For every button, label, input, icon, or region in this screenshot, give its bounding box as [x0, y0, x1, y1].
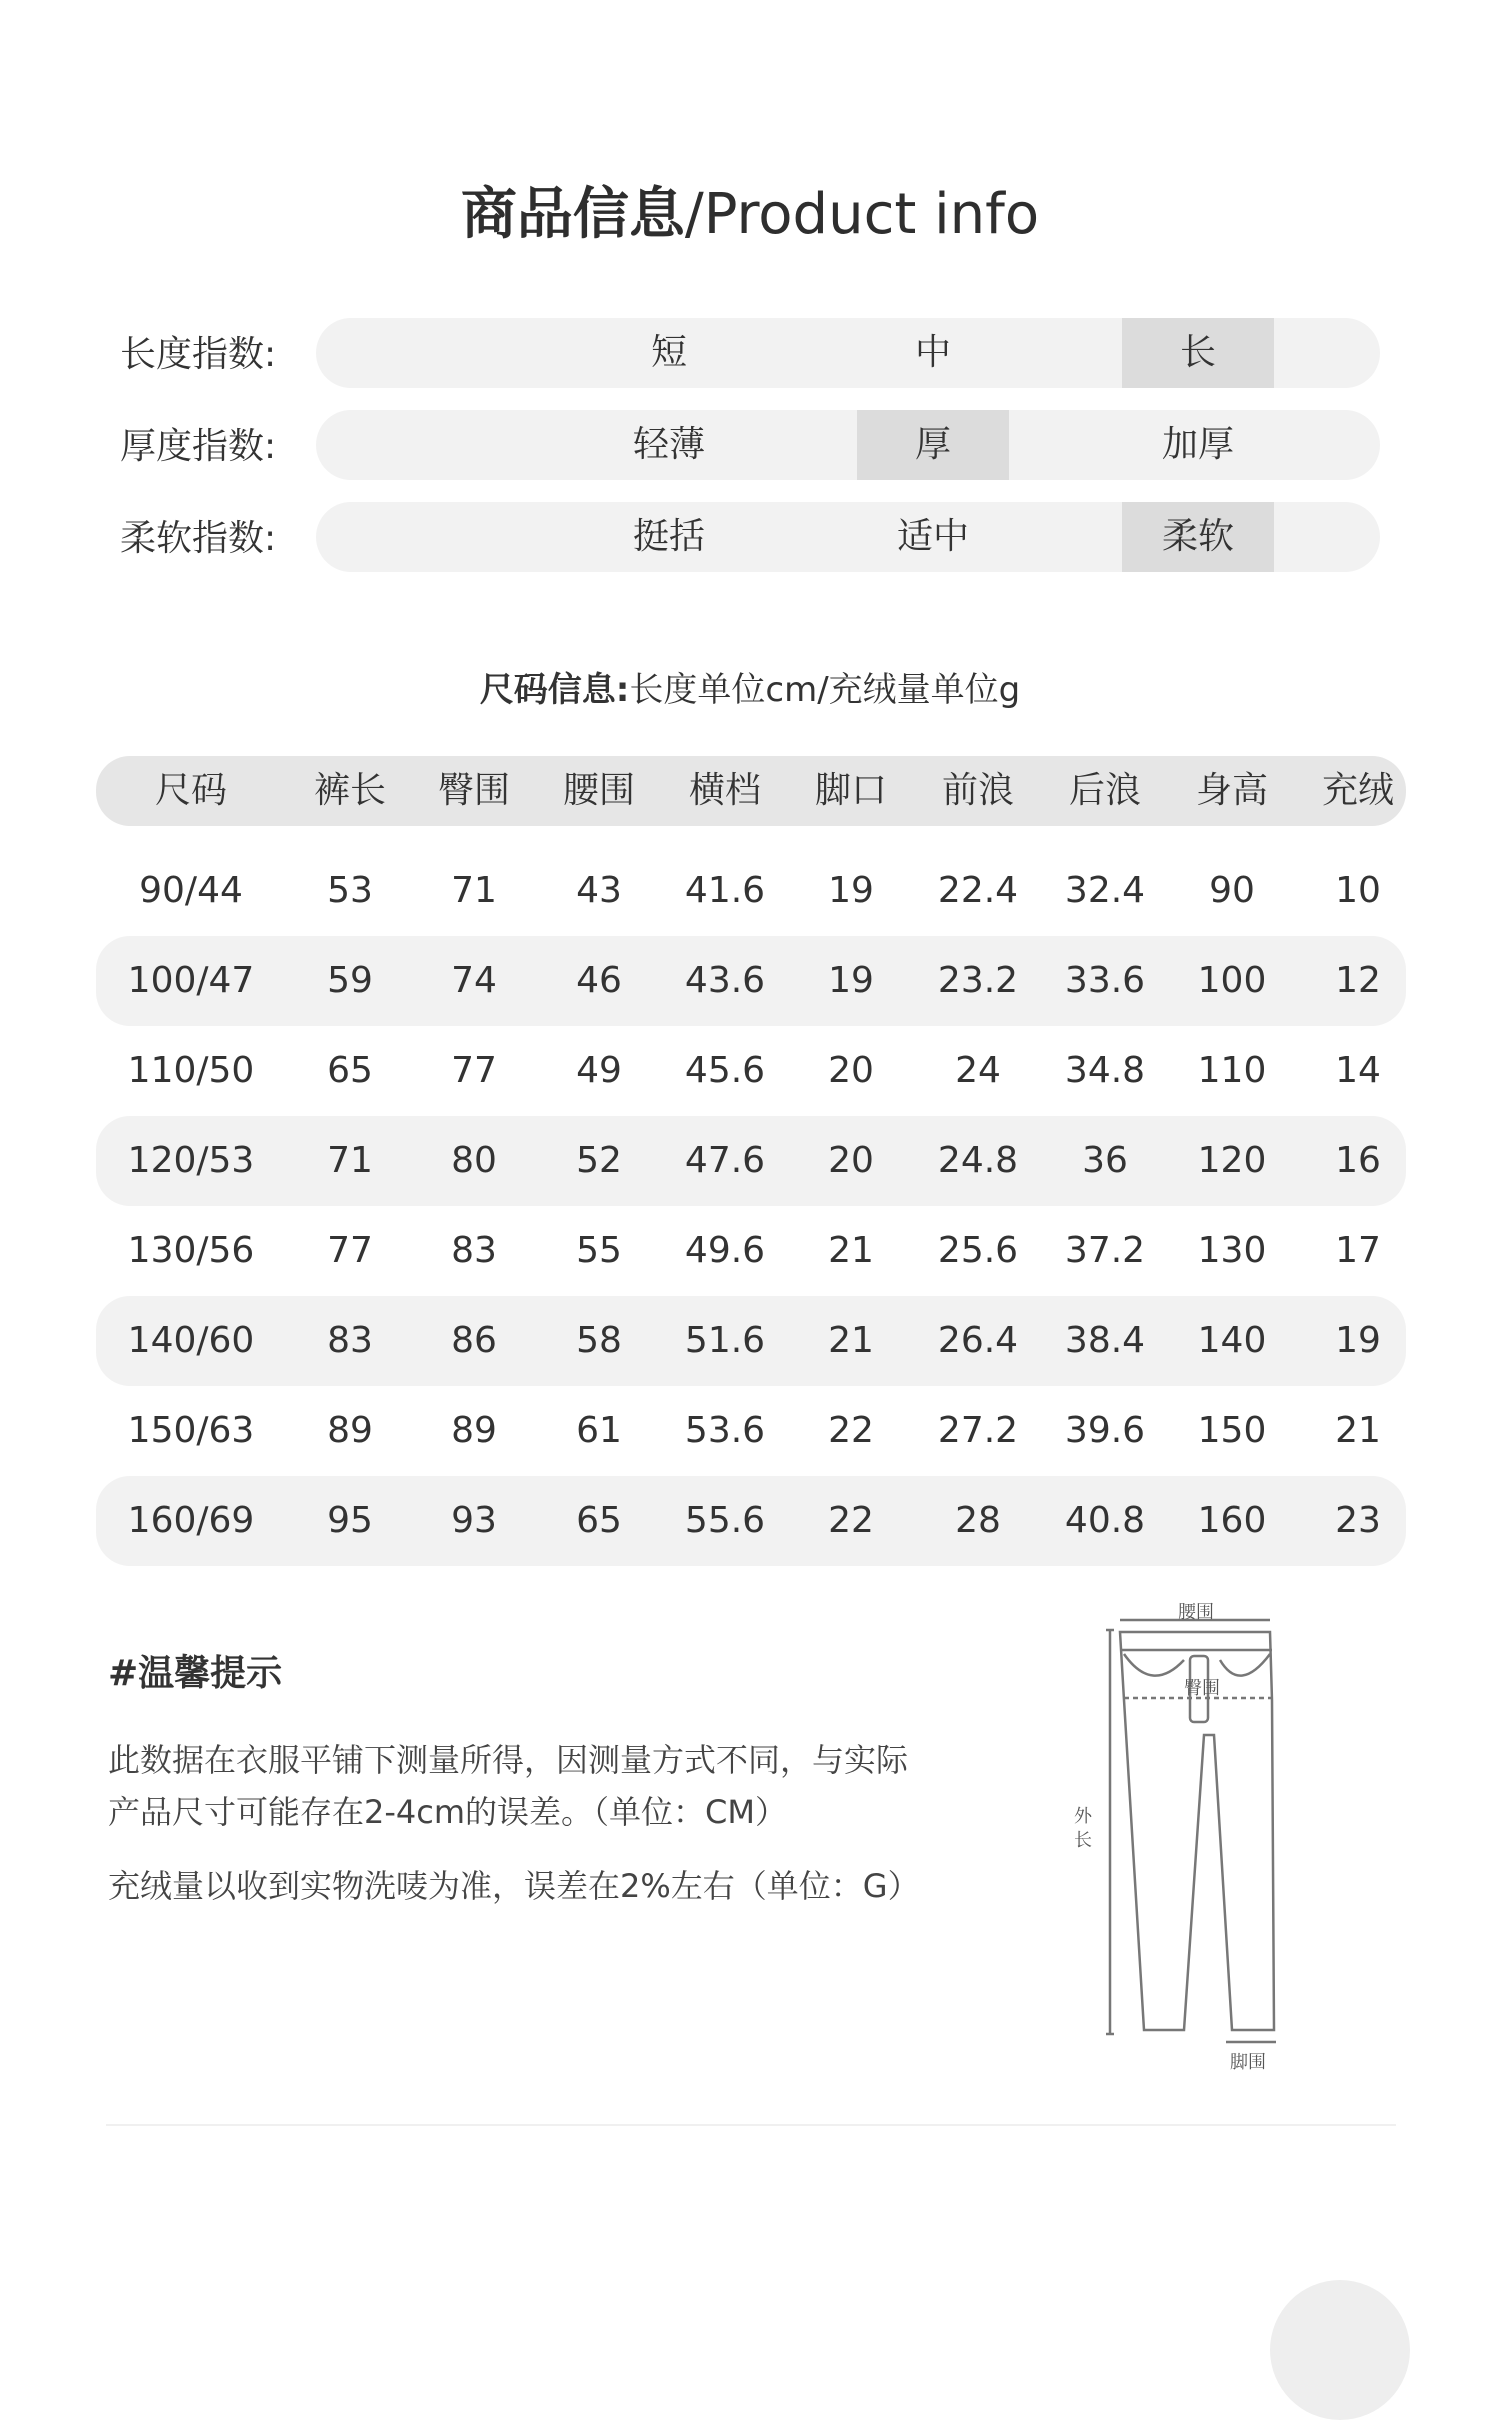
- length-index-label: 长度指数:: [120, 334, 277, 375]
- cell-back-rise: 33.6: [1064, 960, 1146, 1001]
- cell-waist: 65: [576, 1500, 622, 1541]
- softness-index-row: [0, 502, 1500, 572]
- cell-back-rise: 36: [1082, 1140, 1128, 1181]
- table-row: [96, 1206, 1406, 1296]
- size-info-label: 尺码信息:: [479, 670, 630, 710]
- cell-thigh: 41.6: [684, 870, 766, 911]
- cell-hem: 22: [828, 1500, 874, 1541]
- cell-hem: 19: [828, 960, 874, 1001]
- softness-index-label: 柔软指数:: [120, 518, 277, 559]
- tips-line-2: 产品尺寸可能存在2-4cm的误差。（单位：CM）: [108, 1793, 787, 1831]
- cell-thigh: 43.6: [684, 960, 766, 1001]
- cell-front-rise: 28: [955, 1500, 1001, 1541]
- cell-hem: 19: [828, 870, 874, 911]
- table-row: [96, 846, 1406, 936]
- cell-front-rise: 25.6: [937, 1230, 1019, 1271]
- header-waist: 腰围: [562, 770, 636, 811]
- cell-height: 90: [1209, 870, 1255, 911]
- diagram-label-outer-1: 外: [1074, 1806, 1092, 1827]
- cell-height: 160: [1197, 1500, 1267, 1541]
- cell-front-rise: 26.4: [937, 1320, 1019, 1361]
- cell-size: 100/47: [127, 960, 255, 1001]
- cell-hem: 22: [828, 1410, 874, 1451]
- cell-fill: 10: [1335, 870, 1381, 911]
- length-option-medium: 中: [914, 332, 951, 373]
- length-option-short: 短: [650, 332, 687, 373]
- cell-fill: 21: [1335, 1410, 1381, 1451]
- table-row: [96, 1386, 1406, 1476]
- cell-size: 130/56: [127, 1230, 255, 1271]
- cell-hem: 20: [828, 1140, 874, 1181]
- thickness-index-row: [0, 410, 1500, 480]
- cell-pants-length: 59: [327, 960, 373, 1001]
- length-index-bar: [316, 318, 1380, 388]
- cell-pants-length: 53: [327, 870, 373, 911]
- header-front-rise: 前浪: [941, 770, 1015, 811]
- cell-front-rise: 22.4: [937, 870, 1019, 911]
- cell-back-rise: 34.8: [1064, 1050, 1146, 1091]
- pants-measurement-diagram: [1060, 1590, 1300, 2070]
- tips-line-1: 此数据在衣服平铺下测量所得，因测量方式不同，与实际: [108, 1741, 909, 1779]
- table-row: [96, 1296, 1406, 1386]
- thickness-option-extra-thick: 加厚: [1161, 424, 1234, 465]
- cell-thigh: 51.6: [684, 1320, 766, 1361]
- cell-fill: 16: [1335, 1140, 1381, 1181]
- cell-thigh: 55.6: [684, 1500, 766, 1541]
- thickness-option-thick: 厚: [857, 410, 1009, 480]
- cell-size: 120/53: [127, 1140, 255, 1181]
- softness-index-bar: [316, 502, 1380, 572]
- cell-back-rise: 40.8: [1064, 1500, 1146, 1541]
- cell-thigh: 53.6: [684, 1410, 766, 1451]
- section-divider: [106, 2124, 1396, 2126]
- cell-waist: 46: [576, 960, 622, 1001]
- cell-hip: 74: [451, 960, 497, 1001]
- cell-waist: 52: [576, 1140, 622, 1181]
- size-info-heading: [0, 662, 1500, 711]
- cell-size: 90/44: [139, 870, 243, 911]
- tips-title: #温馨提示: [108, 1653, 283, 1694]
- size-table-header: [96, 756, 1406, 826]
- cell-waist: 55: [576, 1230, 622, 1271]
- header-thigh: 横档: [688, 770, 762, 811]
- cell-back-rise: 39.6: [1064, 1410, 1146, 1451]
- tips-line-3: 充绒量以收到实物洗唛为准，误差在2%左右（单位：G）: [108, 1867, 920, 1905]
- scroll-top-button[interactable]: [1270, 2280, 1410, 2420]
- cell-pants-length: 71: [327, 1140, 373, 1181]
- table-row: [96, 1116, 1406, 1206]
- cell-size: 160/69: [127, 1500, 255, 1541]
- cell-pants-length: 83: [327, 1320, 373, 1361]
- cell-fill: 19: [1335, 1320, 1381, 1361]
- cell-back-rise: 37.2: [1064, 1230, 1146, 1271]
- cell-hem: 20: [828, 1050, 874, 1091]
- size-table: [96, 756, 1406, 1566]
- header-hip: 臀围: [437, 770, 511, 811]
- cell-thigh: 47.6: [684, 1140, 766, 1181]
- thickness-index-bar: [316, 410, 1380, 480]
- thickness-option-thin: 轻薄: [632, 424, 705, 465]
- cell-front-rise: 24.8: [937, 1140, 1019, 1181]
- diagram-label-hip: 臀围: [1184, 1678, 1220, 1699]
- cell-fill: 12: [1335, 960, 1381, 1001]
- cell-size: 110/50: [127, 1050, 255, 1091]
- length-index-row: [0, 318, 1500, 388]
- cell-hem: 21: [828, 1320, 874, 1361]
- cell-fill: 14: [1335, 1050, 1381, 1091]
- header-height: 身高: [1195, 770, 1269, 811]
- softness-option-moderate: 适中: [896, 516, 969, 557]
- header-pants-length: 裤长: [313, 770, 387, 811]
- cell-front-rise: 23.2: [937, 960, 1019, 1001]
- softness-option-soft: 柔软: [1122, 502, 1274, 572]
- header-back-rise: 后浪: [1068, 770, 1142, 811]
- cell-waist: 58: [576, 1320, 622, 1361]
- cell-height: 150: [1197, 1410, 1267, 1451]
- cell-pants-length: 95: [327, 1500, 373, 1541]
- cell-hip: 86: [451, 1320, 497, 1361]
- cell-height: 110: [1197, 1050, 1267, 1091]
- cell-hip: 83: [451, 1230, 497, 1271]
- cell-front-rise: 27.2: [937, 1410, 1019, 1451]
- title-en: /Product info: [684, 182, 1040, 247]
- cell-height: 130: [1197, 1230, 1267, 1271]
- cell-front-rise: 24: [955, 1050, 1001, 1091]
- cell-hip: 71: [451, 870, 497, 911]
- cell-hip: 77: [451, 1050, 497, 1091]
- cell-hem: 21: [828, 1230, 874, 1271]
- cell-pants-length: 77: [327, 1230, 373, 1271]
- cell-height: 120: [1197, 1140, 1267, 1181]
- cell-thigh: 45.6: [684, 1050, 766, 1091]
- cell-pants-length: 65: [327, 1050, 373, 1091]
- cell-waist: 43: [576, 870, 622, 911]
- diagram-label-waist: 腰围: [1178, 1602, 1214, 1623]
- table-row: [96, 1476, 1406, 1566]
- cell-back-rise: 38.4: [1064, 1320, 1146, 1361]
- cell-pants-length: 89: [327, 1410, 373, 1451]
- thickness-index-label: 厚度指数:: [120, 426, 277, 467]
- table-row: [96, 936, 1406, 1026]
- cell-height: 140: [1197, 1320, 1267, 1361]
- size-info-note: 长度单位cm/充绒量单位g: [629, 670, 1021, 710]
- diagram-label-outer-2: 长: [1074, 1830, 1092, 1851]
- cell-back-rise: 32.4: [1064, 870, 1146, 911]
- diagram-label-foot: 脚围: [1230, 2052, 1266, 2070]
- softness-option-stiff: 挺括: [632, 516, 705, 557]
- cell-waist: 61: [576, 1410, 622, 1451]
- cell-hip: 93: [451, 1500, 497, 1541]
- page-title: [0, 170, 1500, 250]
- cell-waist: 49: [576, 1050, 622, 1091]
- title-cn: 商品信息: [460, 182, 685, 247]
- cell-fill: 17: [1335, 1230, 1381, 1271]
- cell-hip: 80: [451, 1140, 497, 1181]
- header-size: 尺码: [154, 770, 228, 811]
- length-option-long: 长: [1122, 318, 1274, 388]
- cell-size: 140/60: [127, 1320, 255, 1361]
- cell-fill: 23: [1335, 1500, 1381, 1541]
- header-hem: 脚口: [814, 770, 888, 811]
- cell-height: 100: [1197, 960, 1267, 1001]
- cell-hip: 89: [451, 1410, 497, 1451]
- header-fill: 充绒: [1321, 770, 1395, 811]
- cell-thigh: 49.6: [684, 1230, 766, 1271]
- table-row: [96, 1026, 1406, 1116]
- cell-size: 150/63: [127, 1410, 255, 1451]
